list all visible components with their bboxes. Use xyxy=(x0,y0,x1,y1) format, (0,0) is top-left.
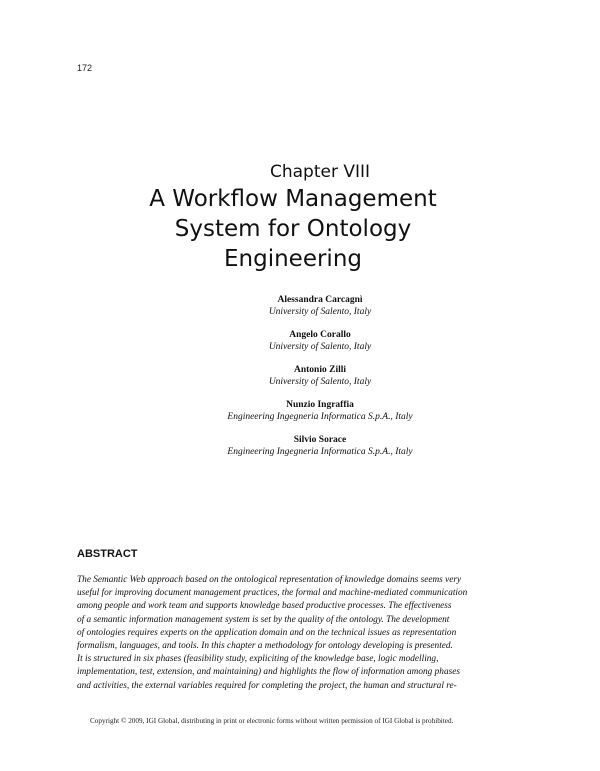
abstract-line: among people and work team and supports knowledge based productive processes. The effectiveness xyxy=(77,601,452,612)
author-affiliation: University of Salento, Italy xyxy=(268,377,372,387)
chapter-title: A Workflow Management System for Ontology Engineering xyxy=(149,186,437,272)
author-affiliation: Engineering Ingegneria Informatica S.p.A., Italy xyxy=(227,412,413,422)
author-list xyxy=(0,294,600,469)
author-name: Angelo Corallo xyxy=(289,330,351,340)
abstract-line: and activities, the external variables required for completing the project, the human and structural re- xyxy=(77,680,457,691)
author-entry xyxy=(40,294,600,318)
author-affiliation: University of Salento, Italy xyxy=(268,307,372,317)
abstract-line: The Semantic Web approach based on the ontological representation of knowledge domains seems very xyxy=(77,575,462,585)
author-entry xyxy=(40,399,600,423)
author-entry xyxy=(40,364,600,388)
chapter-label: Chapter VIII xyxy=(269,162,371,182)
author-affiliation: University of Salento, Italy xyxy=(268,342,372,352)
abstract-line: of ontologies requires experts on the application domain and on the technical issues as representation xyxy=(77,627,457,638)
abstract-line: formalism, languages, and tools. In this chapter a methodology for ontology developing is presented. xyxy=(77,641,453,652)
author-affiliation: Engineering Ingegneria Informatica S.p.A., Italy xyxy=(227,447,413,457)
abstract-heading: ABSTRACT xyxy=(77,548,138,560)
abstract-line: useful for improving document management practices, the formal and machine-mediated communication xyxy=(77,588,468,599)
author-name: Antonio Zilli xyxy=(294,365,346,375)
author-entry xyxy=(40,329,600,353)
abstract-body xyxy=(77,574,505,693)
copyright-notice: Copyright © 2009, IGI Global, distributing in print or electronic forms without written permission of IGI Global is prohibited. xyxy=(90,717,454,725)
author-name: Silvio Sorace xyxy=(293,435,347,445)
abstract-line: of a semantic information management system is set by the quality of the ontology. The development xyxy=(77,614,450,625)
chapter-header xyxy=(0,160,600,274)
page-number: 172 xyxy=(77,63,93,73)
author-name: Alessandra Carcagnì xyxy=(277,295,363,305)
abstract-line: implementation, test, extension, and maintaining) and highlights the flow of information among phases xyxy=(77,667,460,678)
author-name: Nunzio Ingraffia xyxy=(286,400,354,410)
abstract-line: It is structured in six phases (feasibility study, expliciting of the knowledge base, logic modelling, xyxy=(77,654,439,665)
author-entry xyxy=(40,434,600,458)
